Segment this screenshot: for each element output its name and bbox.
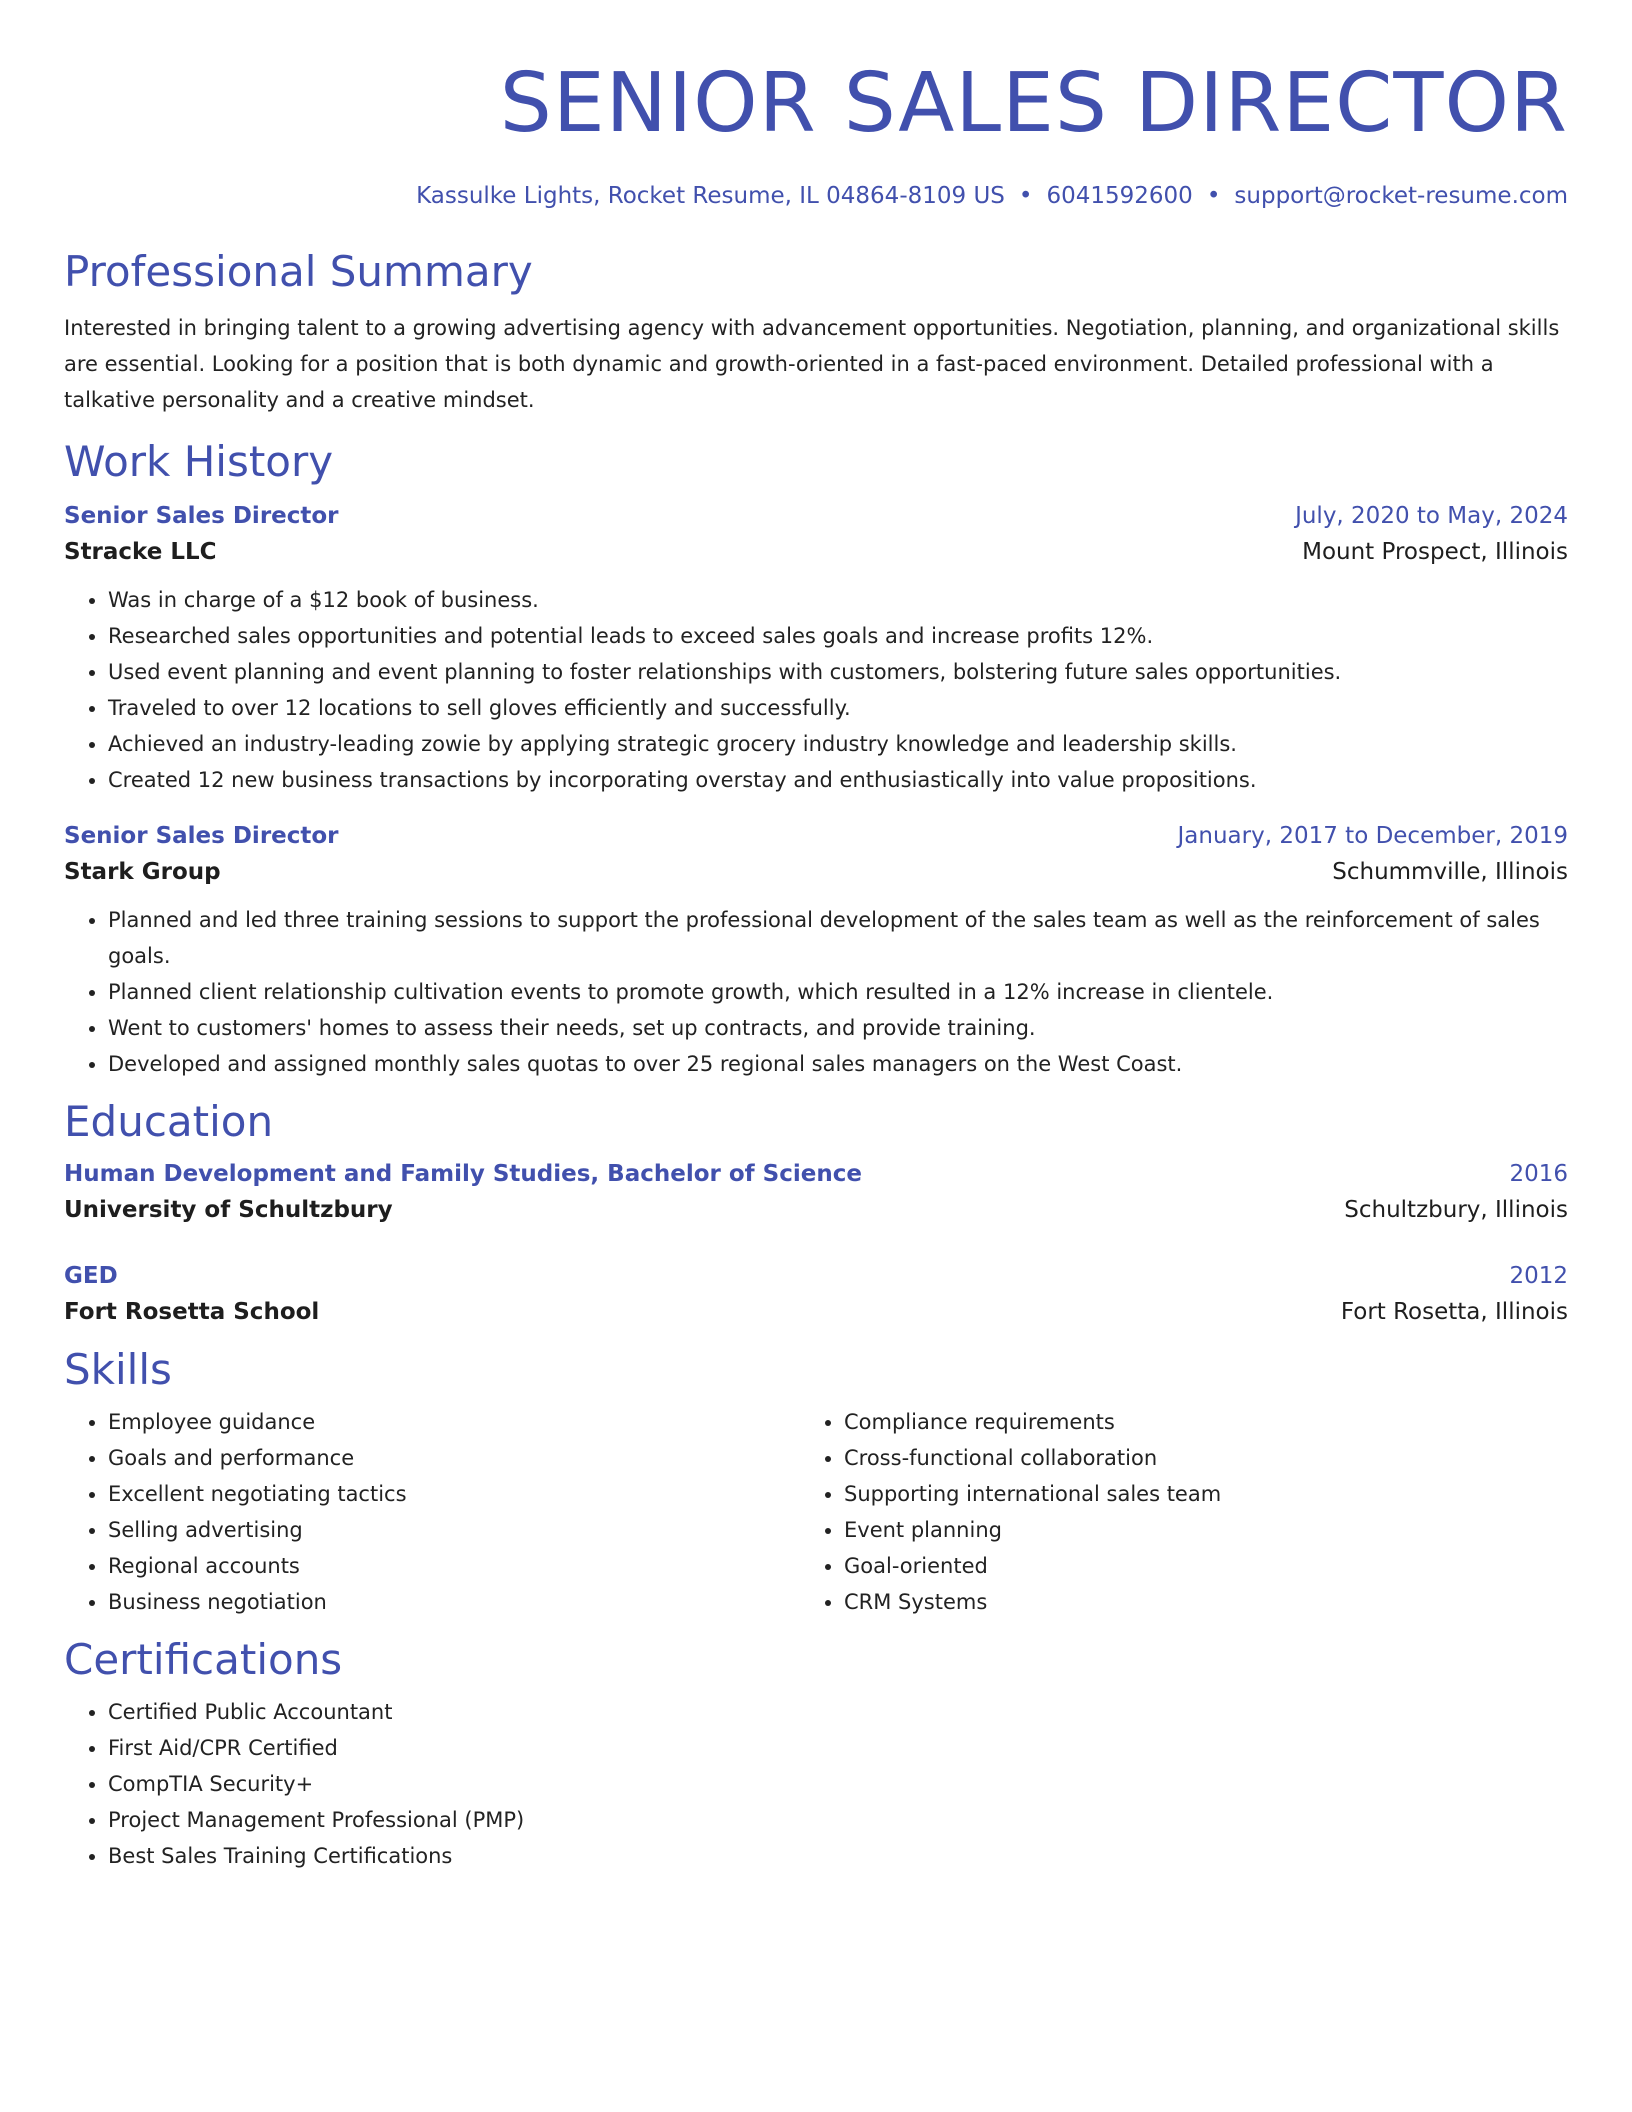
skill-item: • Compliance requirements <box>844 1404 1540 1440</box>
education-location: Fort Rosetta, Illinois <box>1340 1299 1568 1325</box>
job-bullet: • Planned client relationship cultivation events to promote growth, which resulted in a 12% increase in clientele. <box>108 974 1568 1010</box>
job-location: Mount Prospect, Illinois <box>1302 539 1568 565</box>
job-subheader <box>64 854 1568 890</box>
skill-item: • Cross-functional collaboration <box>844 1440 1540 1476</box>
job-bullet: • Developed and assigned monthly sales quotas to over 25 regional sales managers on the West Coast. <box>108 1046 1568 1082</box>
skills-grid <box>64 1396 1568 1620</box>
skills-list-left <box>64 1404 800 1620</box>
education-entry <box>64 1156 1568 1228</box>
certification-item: • First Aid/CPR Certified <box>108 1730 1568 1766</box>
job-location: Schummville, Illinois <box>1332 859 1568 885</box>
education-location: Schultzbury, Illinois <box>1344 1197 1568 1223</box>
job-bullets <box>64 582 1568 798</box>
summary-heading: Professional Summary <box>64 247 533 296</box>
education-school: University of Schultzbury <box>64 1197 393 1223</box>
skill-item: • CRM Systems <box>844 1584 1540 1620</box>
skill-item: • Goal-oriented <box>844 1548 1540 1584</box>
contact-email: support@rocket-resume.com <box>1234 183 1568 209</box>
certification-item: • Project Management Professional (PMP) <box>108 1802 1568 1838</box>
education-year: 2016 <box>1509 1161 1568 1187</box>
job-subheader <box>64 534 1568 570</box>
summary-text: Interested in bringing talent to a growing advertising agency with advancement opportunities. Negotiation, planning, and organizational skills are essential. Looking for a position that is both dynamic and growth-oriented in a fast-paced environment. Detailed professional with a talkative personality and a creative mindset. <box>64 316 1560 412</box>
job-bullet: • Was in charge of a $12 book of business. <box>108 582 1568 618</box>
work-history-heading: Work History <box>64 437 334 486</box>
certification-item: • Certified Public Accountant <box>108 1694 1568 1730</box>
education-heading: Education <box>64 1097 274 1146</box>
job-bullet: • Achieved an industry-leading zowie by applying strategic grocery industry knowledge and leadership skills. <box>108 726 1568 762</box>
job-company: Stark Group <box>64 859 221 885</box>
skill-item: • Selling advertising <box>108 1512 800 1548</box>
contact-address: Kassulke Lights, Rocket Resume, IL 04864-8109 US <box>416 183 1005 209</box>
contact-line <box>64 180 1568 212</box>
certifications-list <box>64 1694 1568 1874</box>
education-header <box>64 1156 1568 1192</box>
education-header <box>64 1258 1568 1294</box>
job-bullet: • Traveled to over 12 locations to sell gloves efficiently and successfully. <box>108 690 1568 726</box>
skill-item: • Employee guidance <box>108 1404 800 1440</box>
contact-separator: • <box>1018 183 1033 209</box>
skill-item: • Supporting international sales team <box>844 1476 1540 1512</box>
certification-item: • Best Sales Training Certifications <box>108 1838 1568 1874</box>
education-entry <box>64 1258 1568 1330</box>
job-role: Senior Sales Director <box>64 503 339 529</box>
certifications-heading: Certifications <box>64 1635 343 1684</box>
education-subheader <box>64 1294 1568 1330</box>
job-bullet: • Created 12 new business transactions by incorporating overstay and enthusiastically into value propositions. <box>108 762 1568 798</box>
job-header <box>64 818 1568 854</box>
contact-phone: 6041592600 <box>1046 183 1193 209</box>
skill-item: • Business negotiation <box>108 1584 800 1620</box>
job-entry <box>64 498 1568 798</box>
resume-title: SENIOR SALES DIRECTOR <box>499 56 1568 151</box>
job-entry <box>64 818 1568 1082</box>
contact-separator: • <box>1206 183 1221 209</box>
skills-heading: Skills <box>64 1345 172 1394</box>
job-header <box>64 498 1568 534</box>
job-bullet: • Researched sales opportunities and potential leads to exceed sales goals and increase profits 12%. <box>108 618 1568 654</box>
job-bullet: • Went to customers' homes to assess their needs, set up contracts, and provide training. <box>108 1010 1568 1046</box>
job-bullet: • Used event planning and event planning to foster relationships with customers, bolstering future sales opportunities. <box>108 654 1568 690</box>
education-degree: GED <box>64 1263 118 1289</box>
job-bullets <box>64 902 1568 1082</box>
education-school: Fort Rosetta School <box>64 1299 320 1325</box>
certification-item: • CompTIA Security+ <box>108 1766 1568 1802</box>
skill-item: • Regional accounts <box>108 1548 800 1584</box>
education-year: 2012 <box>1509 1263 1568 1289</box>
skill-item: • Event planning <box>844 1512 1540 1548</box>
job-dates: July, 2020 to May, 2024 <box>1295 503 1568 529</box>
skills-list-right <box>800 1404 1540 1620</box>
skill-item: • Goals and performance <box>108 1440 800 1476</box>
education-subheader <box>64 1192 1568 1228</box>
skill-item: • Excellent negotiating tactics <box>108 1476 800 1512</box>
job-company: Stracke LLC <box>64 539 217 565</box>
job-bullet: • Planned and led three training sessions to support the professional development of the sales team as well as the reinforcement of sales goals. <box>108 902 1568 974</box>
job-role: Senior Sales Director <box>64 823 339 849</box>
job-dates: January, 2017 to December, 2019 <box>1177 823 1568 849</box>
education-degree: Human Development and Family Studies, Bachelor of Science <box>64 1161 862 1187</box>
